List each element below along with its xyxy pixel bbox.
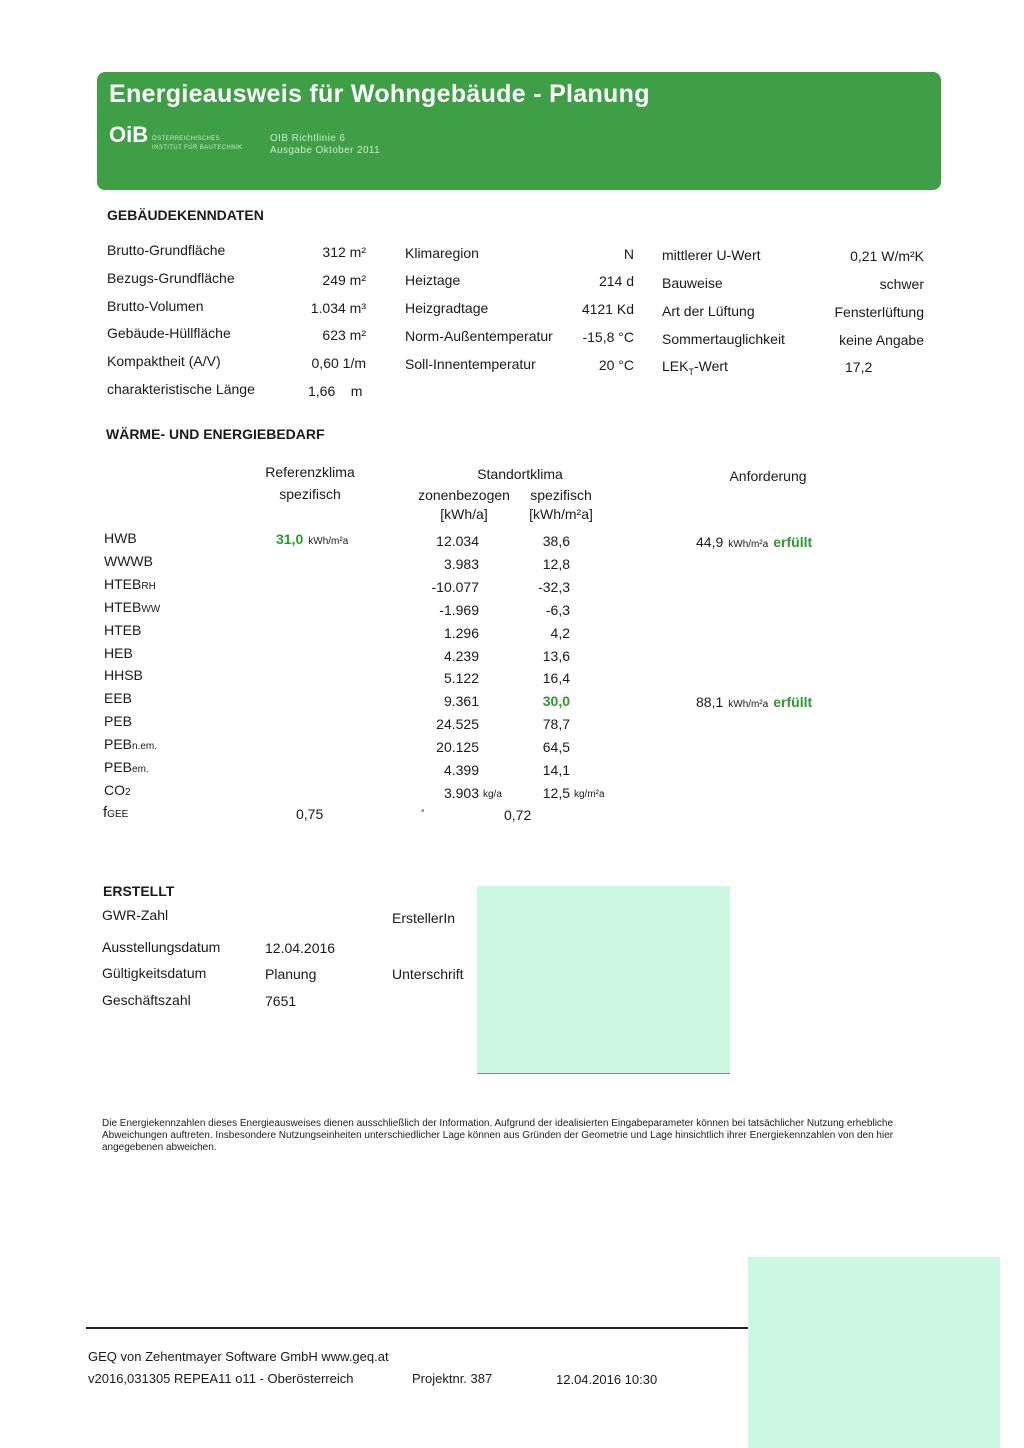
energy-indicator: HEB bbox=[104, 645, 133, 661]
building-param-value: 0,60 1/m bbox=[311, 355, 366, 371]
footer-software: GEQ von Zehentmayer Software GmbH www.geq.at bbox=[88, 1349, 389, 1364]
lek-value-label bbox=[662, 358, 728, 377]
zonal-value: 1.296 bbox=[443, 625, 479, 641]
fgee-site-value: 0,72 bbox=[504, 807, 532, 823]
reference-value bbox=[276, 531, 348, 547]
building-param-label: Sommertauglichkeit bbox=[662, 331, 785, 347]
zonal-value: 9.361 bbox=[443, 693, 479, 709]
energy-indicator-subscript: n.em. bbox=[132, 741, 158, 752]
guideline-info bbox=[270, 133, 380, 157]
site-climate-heading: Standortklima bbox=[477, 466, 563, 482]
climate-param-label: Soll-Innentemperatur bbox=[405, 356, 536, 372]
signature-field bbox=[477, 886, 730, 1073]
institute-line-1: ÖSTERREICHISCHES bbox=[152, 136, 221, 142]
energy-row-label bbox=[104, 645, 133, 661]
energy-indicator: HTEB bbox=[104, 622, 142, 638]
zonal-unit: kg/a bbox=[483, 789, 502, 800]
guideline-name: OIB Richtlinie 6 bbox=[270, 133, 346, 144]
building-param-value: 1.034 m³ bbox=[310, 300, 366, 316]
zonal-value: 20.125 bbox=[436, 739, 479, 755]
energy-row-label bbox=[104, 736, 157, 752]
specific-value: 38,6 bbox=[542, 533, 570, 549]
oib-logo: OiB bbox=[109, 122, 149, 147]
building-param-value: keine Angabe bbox=[839, 332, 924, 348]
building-param-value: 17,2 bbox=[845, 359, 873, 375]
specific-unit: [kWh/m²a] bbox=[529, 506, 593, 522]
energy-indicator: CO bbox=[104, 782, 125, 798]
institute-line-2: INSTITUT FÜR BAUTECHNIK bbox=[152, 145, 243, 151]
footer-project-number: Projektnr. 387 bbox=[412, 1371, 493, 1386]
energy-indicator: WWWB bbox=[104, 553, 153, 569]
fgee-symbol: f bbox=[103, 804, 108, 821]
climate-param-value: -15,8 °C bbox=[582, 329, 634, 345]
validity-label: Gültigkeitsdatum bbox=[102, 965, 207, 981]
reference-unit: kWh/m²a bbox=[308, 536, 349, 547]
specific-value: -6,3 bbox=[545, 602, 570, 618]
requirement-number: 44,9 bbox=[696, 534, 724, 550]
institute-name bbox=[152, 135, 242, 153]
requirement-unit: kWh/m²a bbox=[728, 699, 769, 710]
zonal-value: 3.903 bbox=[443, 785, 479, 801]
building-param-value: 312 m² bbox=[322, 244, 366, 260]
energy-indicator: EEB bbox=[104, 690, 133, 706]
energy-demand-heading: WÄRME- UND ENERGIEBEDARF bbox=[106, 426, 325, 442]
building-param-value: 623 m² bbox=[322, 327, 366, 343]
building-param-label: Art der Lüftung bbox=[662, 303, 755, 319]
building-param-label: Bezugs-Grundfläche bbox=[107, 270, 235, 286]
building-param-value: schwer bbox=[879, 276, 924, 292]
energy-row-label bbox=[104, 622, 141, 638]
building-param-value: 1,66 m bbox=[308, 383, 363, 399]
building-data-heading: GEBÄUDEKENNDATEN bbox=[107, 207, 264, 223]
issue-date-label: Ausstellungsdatum bbox=[102, 939, 221, 955]
energy-row-label bbox=[104, 530, 137, 546]
climate-param-label: Heiztage bbox=[405, 272, 461, 288]
specific-value: 14,1 bbox=[542, 762, 570, 778]
reference-number: 31,0 bbox=[276, 531, 304, 547]
requirement-value bbox=[696, 534, 812, 550]
specific-value: 64,5 bbox=[542, 739, 570, 755]
footer-divider bbox=[86, 1327, 748, 1329]
reference-climate-heading: Referenzklima bbox=[265, 464, 355, 480]
building-param-label: Brutto-Grundfläche bbox=[107, 242, 226, 258]
file-number-label: Geschäftszahl bbox=[102, 992, 191, 1008]
energy-row-label bbox=[104, 690, 132, 706]
climate-param-value: 4121 Kd bbox=[581, 301, 634, 317]
zonal-value: 5.122 bbox=[443, 670, 479, 686]
lek-suffix: -Wert bbox=[693, 358, 728, 374]
validity-value: Planung bbox=[265, 966, 317, 982]
creator-label: ErstellerIn bbox=[392, 910, 456, 926]
building-param-label: Gebäude-Hüllfläche bbox=[107, 325, 231, 341]
energy-indicator-subscript: RH bbox=[141, 581, 156, 592]
specific-value: 12,5 bbox=[542, 785, 570, 801]
energy-indicator: PEB bbox=[104, 736, 133, 752]
requirement-status: erfüllt bbox=[773, 534, 813, 550]
signature-underline bbox=[477, 1073, 730, 1074]
requirement-status: erfüllt bbox=[773, 694, 813, 710]
climate-param-value: 214 d bbox=[598, 273, 634, 289]
building-param-label: Brutto-Volumen bbox=[107, 298, 204, 314]
energy-row-label bbox=[104, 576, 156, 592]
energy-row-label bbox=[104, 553, 153, 569]
zonal-value: 4.239 bbox=[443, 648, 479, 664]
zonal-value: 4.399 bbox=[443, 762, 479, 778]
zonal-value: 3.983 bbox=[443, 556, 479, 572]
fgee-label bbox=[103, 804, 128, 821]
specific-value: 12,8 bbox=[542, 556, 570, 572]
issue-date-value: 12.04.2016 bbox=[265, 940, 336, 956]
building-param-label: charakteristische Länge bbox=[107, 381, 255, 397]
energy-indicator-subscript: 2 bbox=[125, 787, 131, 798]
file-number-value: 7651 bbox=[265, 993, 297, 1009]
energy-row-label bbox=[104, 667, 143, 683]
energy-indicator: HHSB bbox=[104, 667, 143, 683]
building-param-value: Fensterlüftung bbox=[834, 304, 924, 320]
energy-row-label bbox=[104, 713, 132, 729]
energy-indicator: PEB bbox=[104, 713, 133, 729]
specific-value: 13,6 bbox=[542, 648, 570, 664]
zonal-value: 24.525 bbox=[436, 716, 479, 732]
specific-value: 30,0 bbox=[542, 693, 570, 709]
stamp-field bbox=[748, 1257, 1000, 1448]
signature-label: Unterschrift bbox=[392, 966, 464, 982]
page-title: Energieausweis für Wohngebäude - Planung bbox=[109, 80, 650, 108]
building-param-label: mittlerer U-Wert bbox=[662, 247, 761, 263]
certificate-header bbox=[97, 72, 941, 190]
climate-param-label: Heizgradtage bbox=[405, 300, 489, 316]
requirement-heading: Anforderung bbox=[729, 468, 807, 484]
energy-row-label bbox=[104, 599, 160, 615]
zonal-value: -1.969 bbox=[439, 602, 479, 618]
zone-heading: zonenbezogen bbox=[418, 487, 510, 503]
lek-subscript: T bbox=[688, 366, 694, 377]
climate-param-label: Klimaregion bbox=[405, 245, 479, 261]
climate-param-value: 20 °C bbox=[598, 357, 634, 373]
specific-value: 4,2 bbox=[550, 625, 570, 641]
guideline-edition: Ausgabe Oktober 2011 bbox=[270, 145, 381, 156]
created-heading: ERSTELLT bbox=[103, 883, 175, 899]
specific-unit: kg/m²a bbox=[574, 789, 605, 800]
energy-indicator: HTEB bbox=[104, 576, 142, 592]
zone-unit: [kWh/a] bbox=[440, 506, 488, 522]
specific-value: 16,4 bbox=[542, 670, 570, 686]
energy-indicator: HTEB bbox=[104, 599, 142, 615]
energy-row-label bbox=[104, 759, 149, 775]
energy-indicator: PEB bbox=[104, 759, 133, 775]
specific-value: -32,3 bbox=[538, 579, 570, 595]
footer-datetime: 12.04.2016 10:30 bbox=[556, 1372, 658, 1387]
fgee-subscript: GEE bbox=[107, 809, 129, 820]
energy-indicator-subscript: WW bbox=[141, 604, 161, 615]
requirement-number: 88,1 bbox=[696, 694, 724, 710]
zonal-value: 12.034 bbox=[436, 533, 479, 549]
building-param-value: 0,21 W/m²K bbox=[850, 248, 924, 264]
energy-indicator: HWB bbox=[104, 530, 137, 546]
gwr-label: GWR-Zahl bbox=[102, 907, 169, 923]
lek-symbol: LEK bbox=[662, 358, 689, 374]
dot-mark: • bbox=[421, 806, 425, 817]
climate-param-label: Norm-Außentemperatur bbox=[405, 328, 553, 344]
energy-row-label bbox=[104, 782, 131, 798]
building-param-value: 249 m² bbox=[322, 272, 366, 288]
specific-value: 78,7 bbox=[542, 716, 570, 732]
fgee-reference-value: 0,75 bbox=[296, 806, 324, 822]
disclaimer-text: Die Energiekennzahlen dieses Energieausweises dienen ausschließlich der Information. Aufgrund der idealisierten Eingabeparameter können bei tatsächlicher Nutzung erhebliche Abweichungen auftreten. Insbesondere Nutzungseinheiten unterschiedlicher Lage können aus Gründen der Geometrie und Lage hinsichtlich ihrer Energiekennzahlen von den hier angegebenen abweichen. bbox=[102, 1118, 894, 1153]
energy-indicator-subscript: em. bbox=[132, 764, 149, 775]
specific-heading: spezifisch bbox=[530, 487, 592, 503]
building-param-label: Kompaktheit (A/V) bbox=[107, 353, 221, 369]
footer-version: v2016,031305 REPEA11 o11 - Oberösterreich bbox=[88, 1371, 354, 1386]
reference-specific-heading: spezifisch bbox=[279, 486, 341, 502]
zonal-value: -10.077 bbox=[431, 579, 479, 595]
climate-param-value: N bbox=[623, 246, 634, 262]
requirement-value bbox=[696, 694, 812, 710]
requirement-unit: kWh/m²a bbox=[728, 539, 769, 550]
building-param-label: Bauweise bbox=[662, 275, 723, 291]
